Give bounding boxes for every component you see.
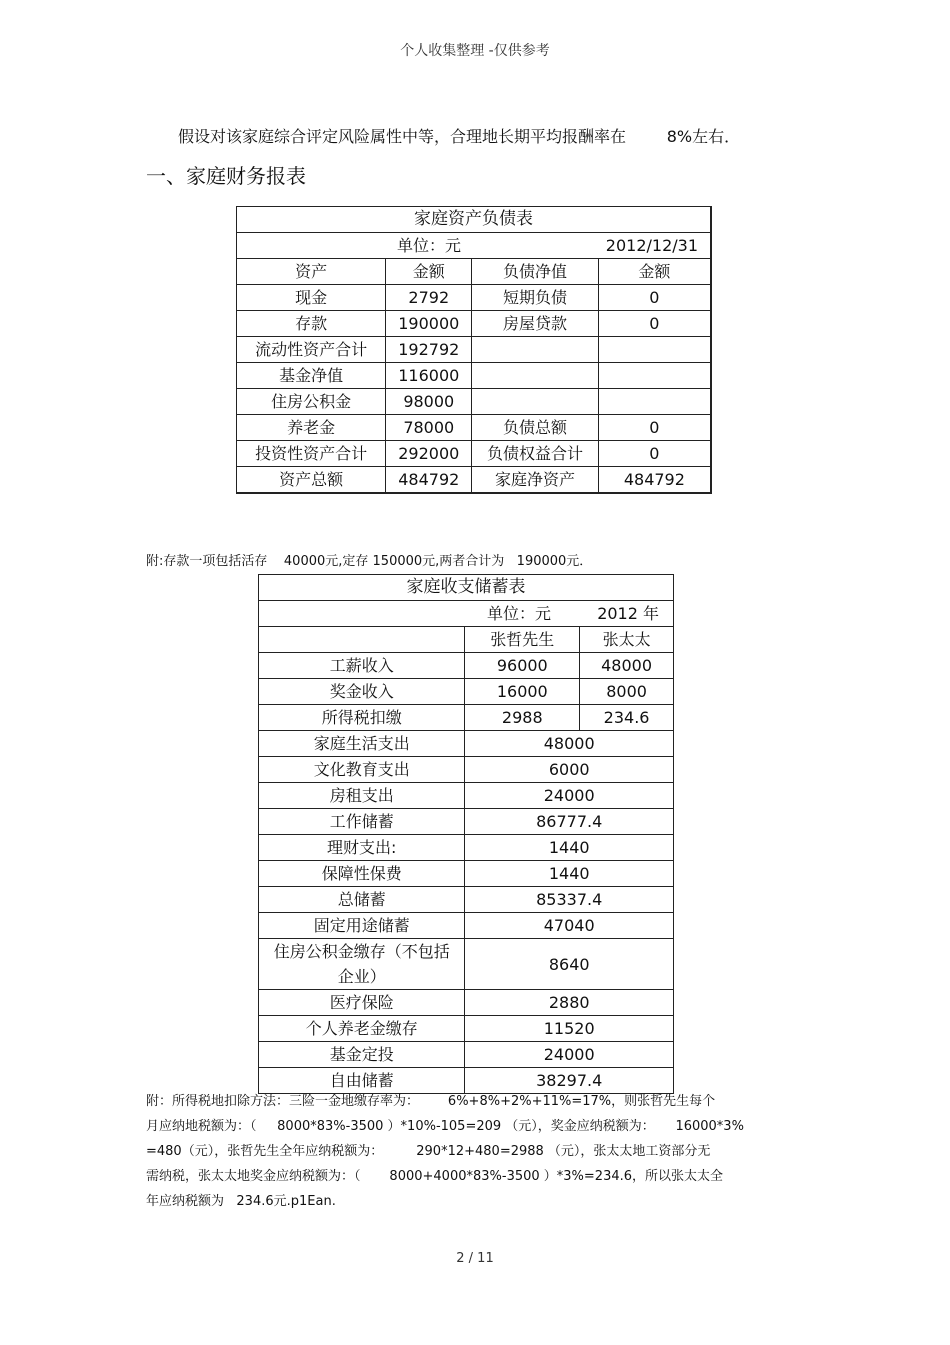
family-amount-cell: 8640 (465, 939, 674, 990)
cashflow-summary-row (259, 939, 674, 990)
liability-amount-cell: 0 (598, 285, 711, 311)
cashflow-unit-row (259, 601, 674, 627)
family-amount-cell: 24000 (465, 783, 674, 809)
item-label-cell: 基金定投 (259, 1042, 465, 1068)
tax-note-line: =480（元），张哲先生全年应纳税额为： 290*12+480=2988 （元），张太太地工资部分无 (146, 1144, 711, 1159)
balance-row (237, 337, 712, 363)
family-amount-cell: 47040 (465, 913, 674, 939)
cashflow-income-rows (259, 653, 674, 731)
asset-name-cell: 住房公积金 (237, 389, 386, 415)
balance-row (237, 285, 712, 311)
asset-name-cell: 存款 (237, 311, 386, 337)
cashflow-corner-cell (259, 627, 465, 653)
asset-amount-cell: 2792 (386, 285, 472, 311)
tax-note-line: 月应纳地税额为：（ 8000*83%-3500 ）*10%-105=209 （元），奖金应纳税额为： 16000*3% (146, 1119, 744, 1134)
asset-amount-cell: 98000 (386, 389, 472, 415)
liability-amount-cell (598, 389, 711, 415)
family-amount-cell: 48000 (465, 731, 674, 757)
asset-amount-cell: 292000 (386, 441, 472, 467)
husband-amount-cell: 96000 (465, 653, 580, 679)
liability-name-cell: 家庭净资产 (472, 467, 599, 494)
asset-name-cell: 现金 (237, 285, 386, 311)
item-label-cell: 保障性保费 (259, 861, 465, 887)
item-label-cell: 家庭生活支出 (259, 731, 465, 757)
liability-name-cell: 短期负债 (472, 285, 599, 311)
balance-unit: 单位：元 (397, 236, 462, 255)
family-amount-cell: 38297.4 (465, 1068, 674, 1094)
item-label-cell: 奖金收入 (259, 679, 465, 705)
wife-amount-cell: 234.6 (580, 705, 674, 731)
balance-body (237, 285, 712, 494)
cashflow-col-husband: 张哲先生 (465, 627, 580, 653)
cashflow-summary-row (259, 990, 674, 1016)
section-title: 一、家庭财务报表 (146, 164, 306, 188)
liability-amount-cell: 484792 (598, 467, 711, 494)
item-label-cell: 自由储蓄 (259, 1068, 465, 1094)
cashflow-col-wife: 张太太 (580, 627, 674, 653)
balance-date: 2012/12/31 (605, 236, 698, 255)
item-label-cell: 工作储蓄 (259, 809, 465, 835)
asset-name-cell: 基金净值 (237, 363, 386, 389)
tax-note-line: 附：所得税地扣除方法：三险一金地缴存率为： 6%+8%+2%+11%=17%，则张哲先生每个 (146, 1094, 716, 1109)
liability-amount-cell (598, 363, 711, 389)
cashflow-income-row (259, 705, 674, 731)
asset-amount-cell: 190000 (386, 311, 472, 337)
asset-name-cell: 资产总额 (237, 467, 386, 494)
liability-name-cell: 负债权益合计 (472, 441, 599, 467)
liability-name-cell (472, 337, 599, 363)
liability-name-cell: 负债总额 (472, 415, 599, 441)
balance-header-cell: 资产 (237, 259, 386, 285)
asset-name-cell: 养老金 (237, 415, 386, 441)
item-label-cell: 工薪收入 (259, 653, 465, 679)
item-label-cell: 文化教育支出 (259, 757, 465, 783)
balance-row (237, 389, 712, 415)
family-amount-cell: 2880 (465, 990, 674, 1016)
cashflow-summary-row (259, 809, 674, 835)
liability-amount-cell (598, 337, 711, 363)
balance-title: 家庭资产负债表 (237, 207, 712, 233)
item-label-cell: 个人养老金缴存 (259, 1016, 465, 1042)
liability-amount-cell: 0 (598, 441, 711, 467)
intro-paragraph: 假设对该家庭综合评定风险属性中等，合理地长期平均报酬率在 8%左右． (178, 127, 741, 146)
cashflow-income-row (259, 653, 674, 679)
cashflow-income-row (259, 679, 674, 705)
balance-row (237, 311, 712, 337)
item-label-cell: 理财支出: (259, 835, 465, 861)
balance-header-cell: 金额 (598, 259, 711, 285)
asset-amount-cell: 116000 (386, 363, 472, 389)
page-number: 2 / 11 (456, 1251, 494, 1266)
wife-amount-cell: 48000 (580, 653, 674, 679)
cashflow-summary-row (259, 861, 674, 887)
cashflow-summary-row (259, 757, 674, 783)
balance-header-cell: 金额 (386, 259, 472, 285)
asset-amount-cell: 192792 (386, 337, 472, 363)
husband-amount-cell: 2988 (465, 705, 580, 731)
liability-amount-cell: 0 (598, 311, 711, 337)
cashflow-summary-row (259, 731, 674, 757)
balance-row (237, 441, 712, 467)
cashflow-summary-row (259, 1016, 674, 1042)
deposit-note: 附:存款一项包括活存 40000元,定存 150000元,两者合计为 190000元． (146, 554, 593, 569)
family-amount-cell: 1440 (465, 861, 674, 887)
liability-amount-cell: 0 (598, 415, 711, 441)
item-label-cell: 房租支出 (259, 783, 465, 809)
husband-amount-cell: 16000 (465, 679, 580, 705)
item-label-cell: 总储蓄 (259, 887, 465, 913)
balance-row (237, 363, 712, 389)
cashflow-summary-rows (259, 731, 674, 1094)
balance-row (237, 467, 712, 494)
asset-name-cell: 投资性资产合计 (237, 441, 386, 467)
cashflow-unit: 单位：元 (487, 604, 552, 623)
item-label-cell: 住房公积金缴存（不包括企业） (259, 939, 465, 990)
wife-amount-cell: 8000 (580, 679, 674, 705)
family-amount-cell: 86777.4 (465, 809, 674, 835)
family-amount-cell: 11520 (465, 1016, 674, 1042)
liability-name-cell: 房屋贷款 (472, 311, 599, 337)
item-label-cell: 医疗保险 (259, 990, 465, 1016)
family-amount-cell: 24000 (465, 1042, 674, 1068)
item-label-cell: 所得税扣缴 (259, 705, 465, 731)
family-amount-cell: 1440 (465, 835, 674, 861)
balance-header-cell: 负债净值 (472, 259, 599, 285)
cashflow-summary-row (259, 783, 674, 809)
cashflow-table (258, 574, 674, 1094)
tax-note-line: 需纳税，张太太地奖金应纳税额为：（ 8000+4000*83%-3500 ）*3%=234.6，所以张太太全 (146, 1169, 724, 1184)
cashflow-summary-row (259, 1042, 674, 1068)
cashflow-summary-row (259, 835, 674, 861)
cashflow-year: 2012 年 (597, 604, 659, 623)
balance-sheet-table (236, 206, 712, 494)
cashflow-summary-row (259, 887, 674, 913)
balance-row (237, 415, 712, 441)
balance-unit-row (237, 233, 712, 259)
asset-name-cell: 流动性资产合计 (237, 337, 386, 363)
asset-amount-cell: 484792 (386, 467, 472, 494)
cashflow-summary-row (259, 913, 674, 939)
liability-name-cell (472, 389, 599, 415)
family-amount-cell: 85337.4 (465, 887, 674, 913)
cashflow-title: 家庭收支储蓄表 (259, 575, 674, 601)
tax-note-line: 年应纳税额为 234.6元.p1Ean. (146, 1194, 336, 1209)
tax-note (146, 1089, 744, 1214)
liability-name-cell (472, 363, 599, 389)
item-label-cell: 固定用途储蓄 (259, 913, 465, 939)
asset-amount-cell: 78000 (386, 415, 472, 441)
family-amount-cell: 6000 (465, 757, 674, 783)
page-header: 个人收集整理 -仅供参考 (400, 43, 550, 59)
